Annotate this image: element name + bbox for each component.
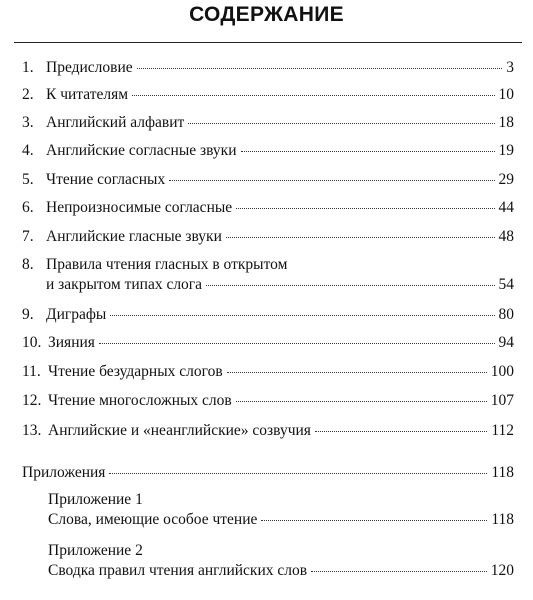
toc-entry-9 (22, 304, 514, 324)
toc-entry-page: 3 (506, 59, 514, 76)
toc-entry-2 (22, 84, 514, 104)
page-title: СОДЕРЖАНИЕ (189, 3, 344, 26)
toc-entry-13 (22, 420, 514, 440)
toc-entry-number: 6. (22, 199, 34, 216)
dot-leader (109, 459, 487, 474)
toc-entry-11 (22, 361, 514, 381)
toc-entry-title: Диграфы (46, 306, 107, 323)
toc-entry-title: Предисловие (46, 59, 133, 76)
dot-leader (261, 506, 487, 521)
toc-entry-title: Чтение безударных слогов (48, 363, 223, 380)
toc-entry-page: 44 (498, 199, 514, 216)
toc-entry-6 (22, 197, 514, 217)
dot-leader (311, 557, 487, 572)
toc-appendix-item-heading: Приложение 2 (48, 542, 143, 559)
toc-appendix-item-title: Сводка правил чтения английских слов (48, 562, 308, 579)
dot-leader (132, 81, 494, 96)
toc-appendix-item-heading: Приложение 1 (48, 491, 143, 508)
toc-entry-title: Чтение многосложных слов (48, 392, 232, 409)
toc-entry-title: Английские гласные звуки (46, 228, 222, 245)
toc-entry-8 (22, 256, 514, 294)
toc-entry-title-line1: Правила чтения гласных в открытом (46, 256, 288, 273)
toc-entry-7 (22, 226, 514, 246)
toc-entry-1 (22, 57, 514, 77)
toc-entry-page: 29 (498, 171, 514, 188)
toc-appendix-item-2 (48, 542, 514, 580)
dot-leader (188, 109, 494, 124)
toc-entry-number: 4. (22, 142, 34, 159)
toc-entry-number: 1. (22, 59, 34, 76)
dot-leader (99, 329, 495, 344)
dot-leader (137, 54, 503, 69)
toc-entry-number: 12. (22, 392, 42, 409)
toc-entry-3 (22, 112, 514, 132)
toc-entry-page: 100 (490, 363, 514, 380)
toc-entry-title: К читателям (46, 86, 129, 103)
toc-entry-12 (22, 390, 514, 410)
toc-appendix-item-page: 118 (491, 511, 514, 528)
toc-entry-number: 11. (22, 363, 41, 380)
toc-entry-10 (22, 332, 514, 352)
toc-appendix-item-title: Слова, имеющие особое чтение (48, 511, 258, 528)
dot-leader (169, 166, 494, 181)
dot-leader (236, 387, 487, 402)
toc-entry-title: Английские согласные звуки (46, 142, 237, 159)
toc-entry-title: Непроизносимые согласные (46, 199, 233, 216)
toc-entry-title: Английские и «неанглийские» созвучия (48, 422, 311, 439)
toc-entry-number: 2. (22, 86, 34, 103)
toc-entry-number: 5. (22, 171, 34, 188)
toc-entry-number: 3. (22, 114, 34, 131)
toc-appendix-item-1 (48, 491, 514, 529)
toc-entry-title-line2: и закрытом типах слога (46, 276, 203, 293)
toc-entry-number: 9. (22, 306, 34, 323)
dot-leader (206, 271, 494, 286)
toc-entry-page: 10 (498, 86, 514, 103)
toc-appendix-item-page: 120 (490, 562, 514, 579)
toc-entry-page: 112 (491, 422, 514, 439)
dot-leader (110, 301, 494, 316)
toc-entry-title: Зияния (48, 334, 95, 351)
toc-entry-title: Чтение согласных (46, 171, 166, 188)
dot-leader (226, 223, 495, 238)
toc-entry-page: 19 (498, 142, 514, 159)
toc-entry-5 (22, 169, 514, 189)
toc-entry-4 (22, 140, 514, 160)
dot-leader (315, 417, 487, 432)
toc-entry-number: 10. (22, 334, 42, 351)
toc-entry-page: 18 (498, 114, 514, 131)
toc-appendix (22, 462, 514, 482)
toc-entry-number: 8. (22, 256, 34, 273)
dot-leader (241, 137, 495, 152)
toc-appendix-title: Приложения (22, 464, 106, 481)
toc-entry-page: 80 (498, 306, 514, 323)
toc-entry-number: 7. (22, 228, 34, 245)
toc-entry-page: 54 (498, 276, 514, 293)
toc-appendix-page: 118 (491, 464, 514, 481)
title-divider (14, 42, 522, 43)
dot-leader (227, 358, 487, 373)
toc-entry-number: 13. (22, 422, 42, 439)
dot-leader (236, 194, 494, 209)
toc-entry-title: Английский алфавит (46, 114, 185, 131)
toc-entry-page: 107 (490, 392, 514, 409)
toc-entry-page: 94 (498, 334, 514, 351)
toc-entry-page: 48 (498, 228, 514, 245)
